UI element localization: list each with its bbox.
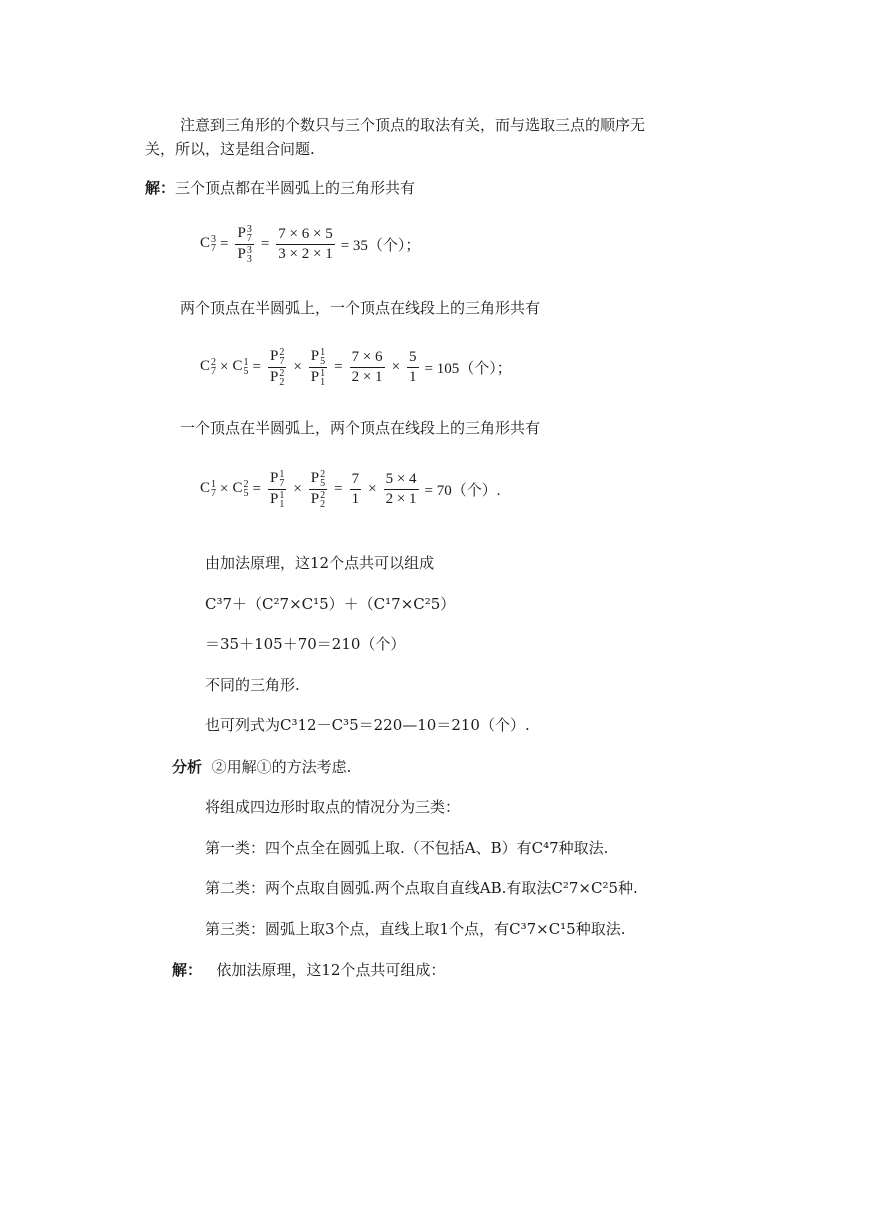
- solution-text: 依加法原理，这12个点共可组成：: [216, 961, 446, 979]
- summary-line-3: ＝35＋105＋70＝210（个）: [205, 635, 406, 653]
- intro-line-1: 注意到三角形的个数只与三个顶点的取法有关，而与选取三点的顺序无: [180, 116, 646, 134]
- summary-line-1: 由加法原理，这12个点共可以组成: [205, 554, 435, 572]
- solution-2: [172, 960, 445, 980]
- fraction: P 2 7 P 2 2: [269, 346, 285, 388]
- solution-label: 解：: [172, 961, 203, 979]
- equals-sign: =: [260, 235, 270, 252]
- analysis-line-1: 将组成四边形时取点的情况分为三类：: [205, 798, 461, 816]
- solution-1: [145, 178, 415, 198]
- fraction: $\frac{7}{1}$: [351, 470, 360, 507]
- paragraph-2: 两个顶点在半圆弧上，一个顶点在线段上的三角形共有: [180, 299, 541, 317]
- summary-line-2: C³7＋（C²7×C¹5）＋（C¹7×C²5）: [205, 595, 456, 613]
- formula-3: C 1 7 × C 2 5 = P 1 7 P 1 1 × P 2 5 P 2 2 = $\frac{7}{1}$ × $\frac{5 \times 4}{2 \times 1}$ = 70（个）.: [200, 468, 501, 510]
- fraction: $\frac{7 \times 6 \times 5}{3 \times 2 \times 1}$: [278, 225, 333, 262]
- fraction: P 1 5 P 1 1: [310, 346, 326, 388]
- fraction: $\frac{5}{1}$: [409, 348, 417, 385]
- analysis: [172, 757, 351, 777]
- result: = 35（个）；: [340, 237, 421, 254]
- fraction: P 3 7 P 3 3: [237, 223, 252, 265]
- analysis-label: 分析: [172, 758, 203, 776]
- solution-text: 三个顶点都在半圆弧上的三角形共有: [175, 179, 416, 197]
- intro-line-2: 关，所以，这是组合问题.: [145, 140, 315, 158]
- formula-1: [200, 220, 420, 268]
- analysis-line-4: 第三类：圆弧上取3个点，直线上取1个点，有C³7×C¹5种取法.: [205, 920, 626, 938]
- analysis-line-2: 第一类：四个点全在圆弧上取.（不包括A、B）有C⁴7种取法.: [205, 839, 609, 857]
- analysis-text: ②用解①的方法考虑.: [211, 758, 352, 776]
- summary-line-4: 不同的三角形.: [205, 676, 300, 694]
- fraction: $\frac{5 \times 4}{2 \times 1}$: [385, 470, 417, 507]
- fraction: $\frac{7 \times 6}{2 \times 1}$: [351, 348, 383, 385]
- result: = 70（个）.: [424, 482, 501, 499]
- summary-line-5: 也可列式为C³12－C³5＝220—10＝210（个）.: [205, 716, 530, 734]
- fraction: P 1 7 P 1 1: [269, 468, 285, 510]
- solution-label: 解：: [145, 179, 176, 197]
- fraction: P 2 5 P 2 2: [310, 468, 326, 510]
- formula-2: C 2 7 × C 1 5 = P 2 7 P 2 2 × P 1 5 P 1 1 = $\frac{7 \times 6}{2 \times 1}$ × $\frac{5}{1}$ = 105（个）；: [200, 346, 512, 388]
- equals-sign: =: [220, 235, 229, 252]
- combination-symbol: C 3 7: [200, 234, 217, 254]
- paragraph-3: 一个顶点在半圆弧上，两个顶点在线段上的三角形共有: [180, 419, 541, 437]
- analysis-line-3: 第二类：两个点取自圆弧.两个点取自直线AB.有取法C²7×C²5种.: [205, 879, 638, 897]
- result: = 105（个）；: [424, 360, 512, 377]
